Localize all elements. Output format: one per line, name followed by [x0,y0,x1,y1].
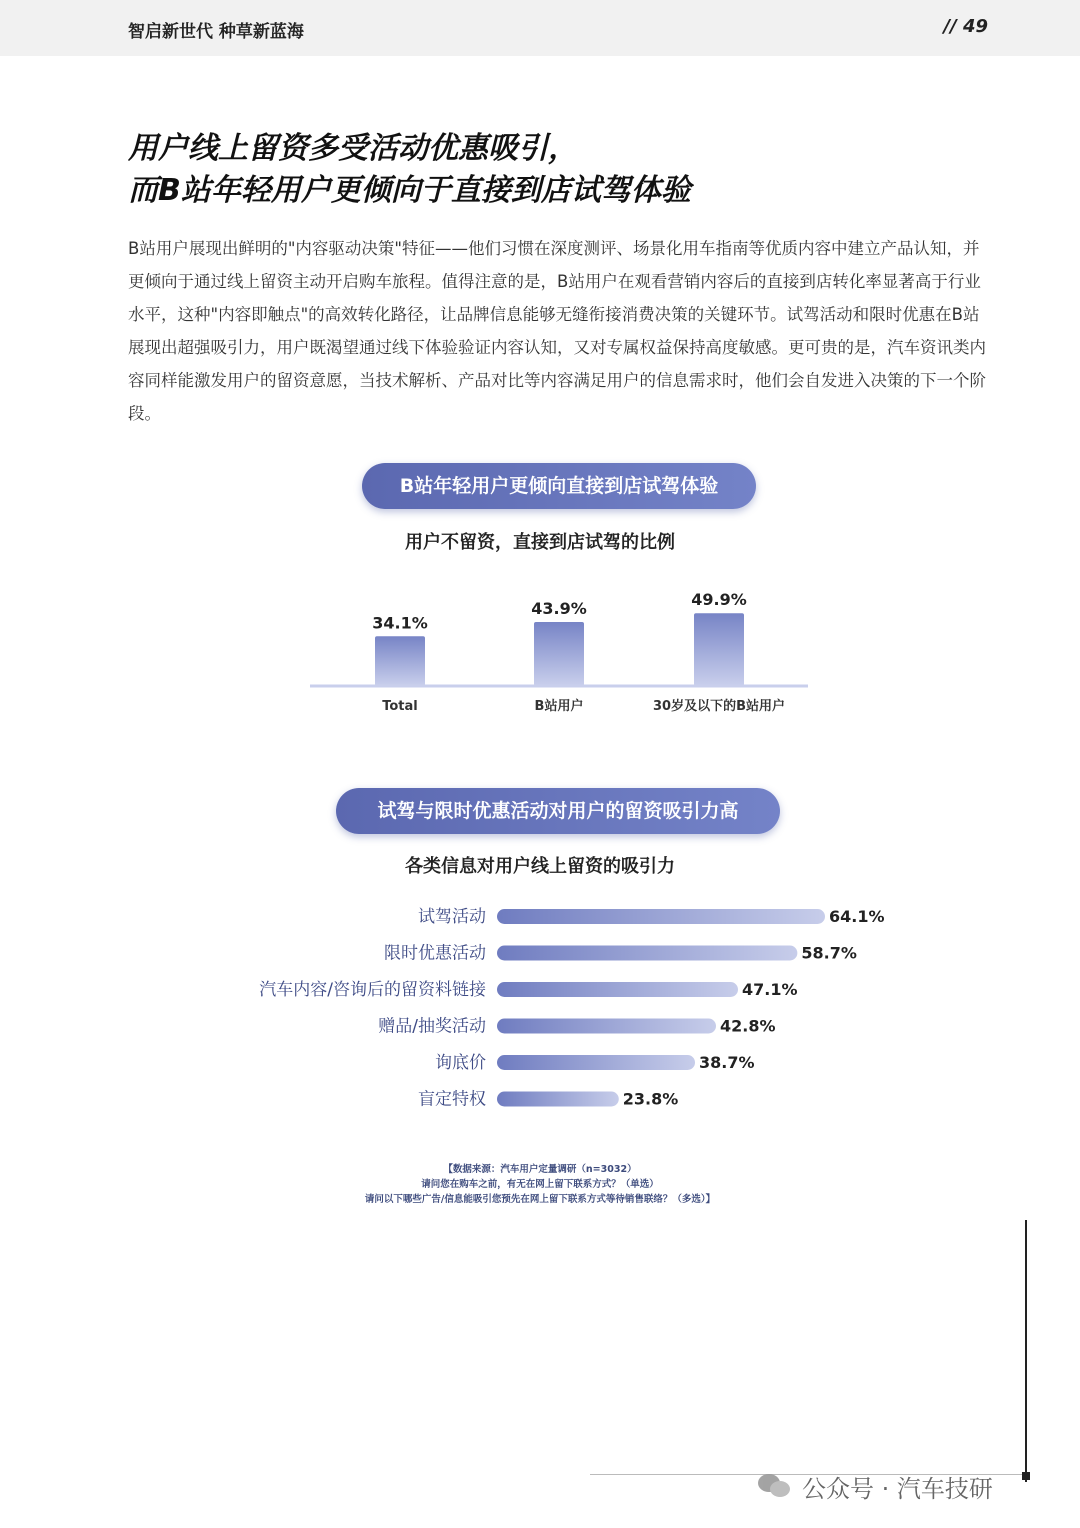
category-label: 盲定特权 [418,1089,486,1110]
bar-3 [694,613,744,686]
category-label: 限时优惠活动 [384,943,486,964]
hbar-value-label: 42.8% [720,1016,776,1036]
hbar-6 [497,1092,619,1107]
page-number: // 49 [943,16,988,37]
section2-pill: 试驾与限时优惠活动对用户的留资吸引力高 [336,788,780,834]
wechat-icon [758,1472,792,1500]
chart2-svg [230,898,920,1118]
category-label: 汽车内容/咨询后的留资料链接 [259,980,486,1000]
source-line-1: 【数据来源：汽车用户定量调研（n=3032） [443,1164,637,1175]
source-line-2: 请问您在购车之前，有无在网上留下联系方式？（单选） [421,1179,659,1190]
hbar-1 [497,909,825,924]
category-label: 试驾活动 [418,907,486,927]
headline-line-2: 而B站年轻用户更倾向于直接到店试驾体验 [128,173,691,208]
decorative-square [1022,1472,1030,1480]
decorative-vertical-line [1025,1220,1027,1482]
hbar-value-label: 38.7% [699,1053,755,1072]
chart1-svg [300,575,820,725]
chart1-title: 用户不留资，直接到店试驾的比例 [405,532,675,553]
hbar-3 [497,982,738,997]
category-label: 询底价 [435,1053,486,1073]
category-label: 赠品/抽奖活动 [378,1016,486,1037]
watermark-text: 公众号 · 汽车技研 [802,1474,993,1503]
bar-value-label: 34.1% [372,613,428,633]
brand-title: 智启新世代 种草新蓝海 [128,22,304,42]
bar-value-label: 43.9% [531,598,587,618]
hbar-value-label: 23.8% [622,1089,679,1109]
hbar-value-label: 64.1% [829,907,885,926]
headline-line-1: 用户线上留资多受活动优惠吸引， [128,131,578,166]
intro-paragraph: B站用户展现出鲜明的"内容驱动决策"特征——他们习惯在深度测评、场景化用车指南等优质内容中建立产品认知，并更倾向于通过线上留资主动开启购车旅程。值得注意的是，B站用户在观看营销内容后的直接到店转化率显著高于行业水平，这种"内容即触点"的高效转化路径，让品牌信息能够无缝衔接消费决策的关键环节。试驾活动和限时优惠在B站展现出超强吸引力，用户既渴望通过线下体验验证内容认知，又对专属权益保持高度敏感。更可贵的是，汽车资讯类内容同样能激发用户的留资意愿，当技术解析、产品对比等内容满足用户的信息需求时，他们会自发进入决策的下一个阶段。 [128,239,986,423]
hbar-5 [497,1055,695,1070]
hbar-value-label: 47.1% [742,980,798,999]
category-label: Total [382,699,418,714]
watermark [758,1466,993,1506]
hbar-4 [497,1019,716,1034]
category-label: 30岁及以下的B站用户 [653,699,785,714]
bar-value-label: 49.9% [691,590,747,610]
source-line-3: 请问以下哪些广告/信息能吸引您预先在网上留下联系方式等待销售联络？（多选）】 [364,1194,716,1205]
bar-1 [375,636,425,686]
section1-pill: B站年轻用户更倾向直接到店试驾体验 [362,463,756,509]
headline [128,128,988,212]
category-label: B站用户 [534,699,584,714]
hbar-2 [497,946,797,961]
data-source-note [240,1162,840,1207]
hbar-value-label: 58.7% [801,943,857,963]
bar-2 [534,622,584,686]
chart2-title: 各类信息对用户线上留资的吸引力 [405,856,675,877]
page-header [0,0,1080,56]
